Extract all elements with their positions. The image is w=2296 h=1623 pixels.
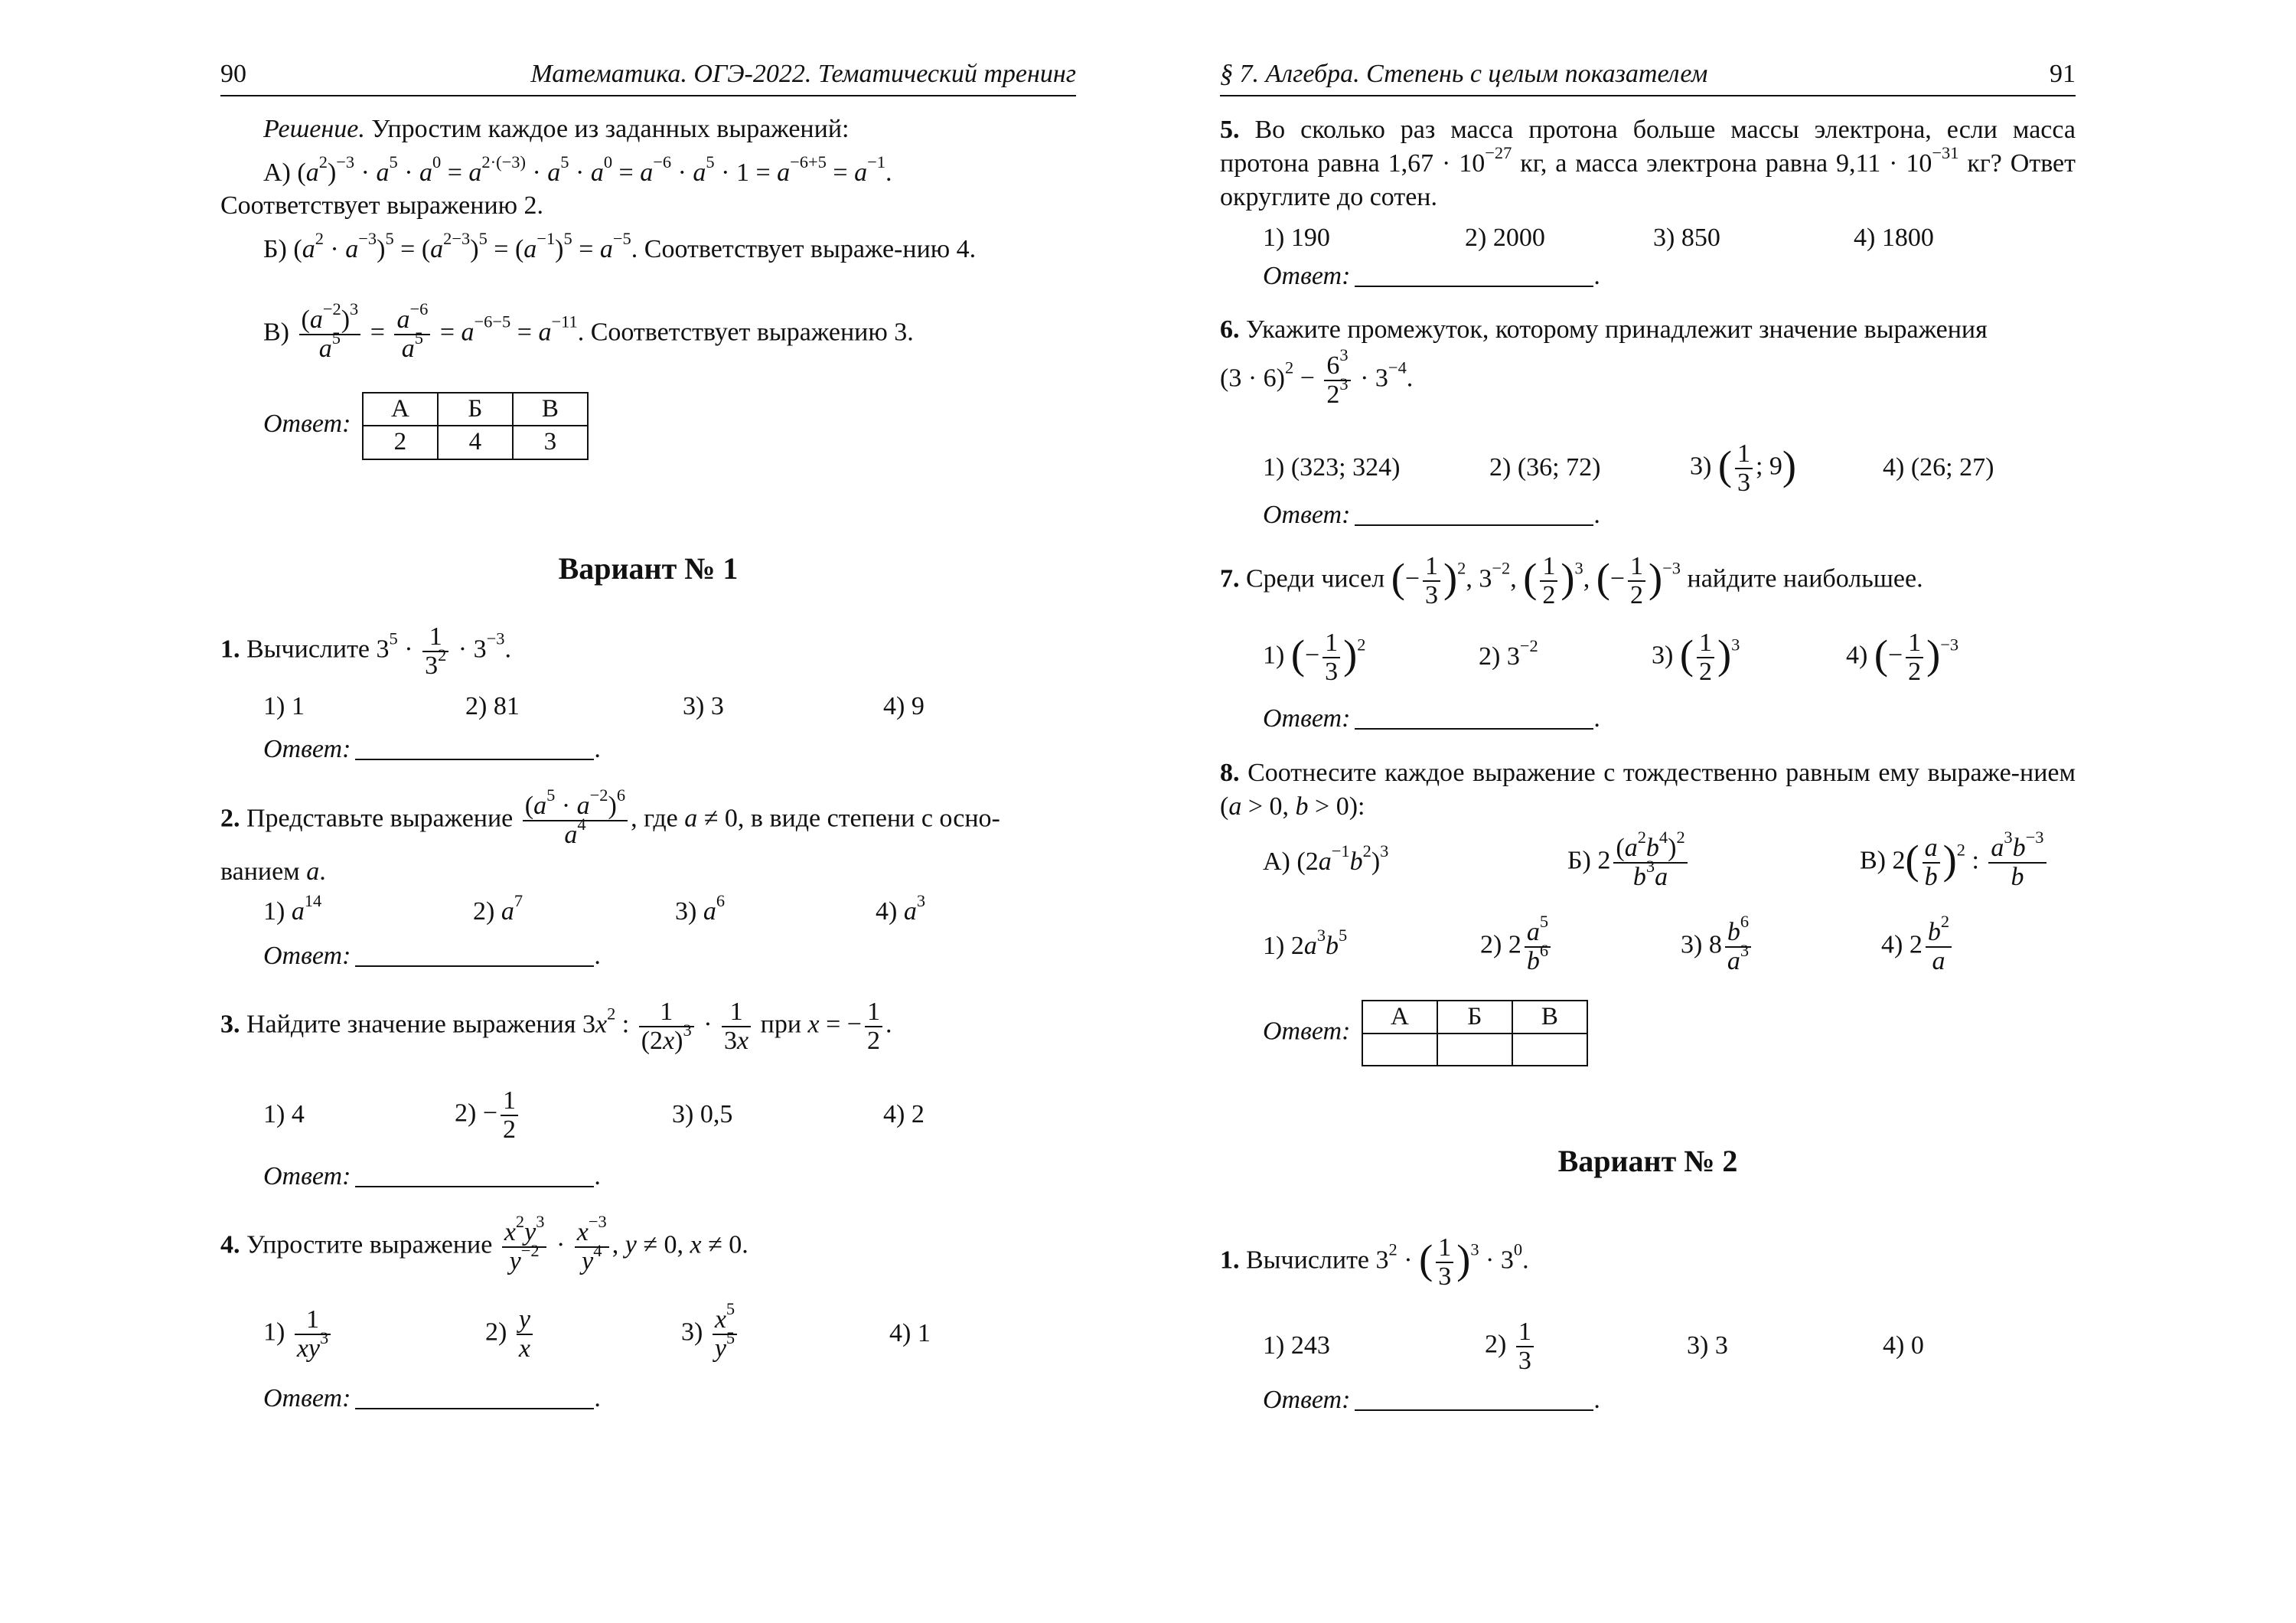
task-2-answer: Ответ: . — [263, 942, 601, 970]
page-header — [1220, 60, 2076, 96]
task-7-answer: Ответ: . — [1263, 704, 1600, 733]
task-7: 7. Среди чисел (− $\frac{1}{3}$ )$^2$, $3^{-2}$, ( $\frac{1}{2}$ )$^3$, (− $\frac{1}{2}$ )$^{-3}$ найдите наибольшее. — [1220, 552, 1923, 609]
task-5: 5. Во сколько раз масса протона больше массы электрона, если масса протона равна $1,67 \cdot 10^{-27}$ кг, а масса электрона равна $9,11 \cdot 10^{-31}$ кг? Ответ округлите до сотен. — [1220, 116, 2076, 211]
variant-2-title: Вариант № 2 — [1557, 1144, 1738, 1178]
left-page: 90 Математика. ОГЭ-2022. Тематический тренинг Решение. Упростим каждое из заданных выражений: А) $(a^2)^{-3} \cdot a^5 \cdot a^0 = a^{2\cdot(-3)} \cdot a^5 \cdot a^0 = a^{-6} \cdot a^5 \cdot 1 = a^{-6+5} = a^{-1}$. Соответствует выражению 2. Б) $(a^2 \cdot a^{-3})^5 = (a^{2-3})^5 = (a^{-1})^5 = a^{-5}$. Соответствует выраже-нию 4. В) $\frac{(a^{-2})^3}{a^5}$ = $\frac{a^{-6}}{a^5}$ = $a^{-6-5} = a^{-11}$. Соответствует выражению 3. Ответ: А Б В 2 4 3 Вариант № 1 1. Вычислите $3^5$ · $\frac{1}{3^2}$ · $3^{-3}$. 1) 1 2) 81 3) 3 4) 9 Ответ: . 2. Представьте выражение $\frac{(a^5 \cdot a^{-2})^6}{a^4}$ , где a ≠ 0, в виде степени с осно- ванием a. 1) $a^{14}$ 2) $a^7$ 3) $a^6$ 4) $a^3$ Ответ: . 3. Найдите значение выражения $3x^2$ : $\frac{1}{(2x)^3}$ · $\frac{1}{3x}$ при x = − $\frac{1}{2}$ . 1) 4 2) − $\frac{1}{2}$ 3) 0,5 4) 2 Ответ: . 4. Упростите выражение $\frac{x^2y^3}{y^{-2}}$ · $\frac{x^{-3}}{y^4}$ , y ≠ 0, x ≠ 0. 1) $\frac{1}{xy^3}$ 2) $\frac{y}{x}$ 3) $\frac{x^5}{y^5}$ 4) 1 Ответ: . — [220, 0, 1076, 1623]
answer-field[interactable] — [1355, 1386, 1593, 1411]
task-3-answer: Ответ: . — [263, 1162, 601, 1190]
v2-task-1-answer: Ответ: . — [1263, 1386, 1600, 1414]
solution-intro: Решение. Упростим каждое из заданных выражений: — [263, 115, 850, 143]
running-title: Математика. ОГЭ-2022. Тематический тренинг — [530, 59, 1076, 88]
page-number: 91 — [2050, 59, 2076, 88]
task-1-answer: Ответ: . — [263, 735, 601, 763]
page-header — [220, 60, 1076, 96]
task-1-options: 1) 1 2) 81 3) 3 4) 9 — [263, 692, 925, 720]
task-3-options: 1) 4 2) − $\frac{1}{2}$ 3) 0,5 4) 2 — [263, 1086, 925, 1144]
v2-task-1: 1. Вычислите $3^2$ · ( $\frac{1}{3}$ )$^3 \cdot 3^0$. — [1220, 1233, 1529, 1291]
answer-field[interactable] — [1355, 501, 1593, 526]
task-5-options: 1) 190 2) 2000 3) 850 4) 1800 — [1263, 224, 1934, 252]
answer-table[interactable]: А Б В — [1362, 1000, 1588, 1066]
solution-a: А) $(a^2)^{-3} \cdot a^5 \cdot a^0 = a^{2\cdot(-3)} \cdot a^5 \cdot a^0 = a^{-6} \cdot a^5 \cdot 1 = a^{-6+5} = a^{-1}$. Соответствует выражению 2. — [220, 152, 892, 220]
solution-v: В) $\frac{(a^{-2})^3}{a^5}$ = $\frac{a^{-6}}{a^5}$ = $a^{-6-5} = a^{-11}$. Соответствует выражению 3. — [263, 299, 914, 363]
task-7-options: 1) (− $\frac{1}{3}$ )$^2$ 2) $3^{-2}$ 3) ( $\frac{1}{2}$ )$^3$ 4) (− $\frac{1}{2}$ )$^{-3}$ — [1263, 629, 1959, 686]
answer-field[interactable] — [1355, 263, 1593, 287]
right-page: § 7. Алгебра. Степень с целым показателем 91 5. Во сколько раз масса протона больше массы электрона, если масса протона равна $1,67 \cdot 10^{-27}$ кг, а масса электрона равна $9,11 \cdot 10^{-31}$ кг? Ответ округлите до сотен. 1) 190 2) 2000 3) 850 4) 1800 Ответ: . 6. Укажите промежуток, которому принадлежит значение выражения $(3 \cdot 6)^2$ − $\frac{6^3}{2^3}$ · $3^{-4}$. 1) (323; 324) 2) (36; 72) 3) ( $\frac{1}{3}$ ; 9) 4) (26; 27) Ответ: . 7. Среди чисел (− $\frac{1}{3}$ )$^2$, $3^{-2}$, ( $\frac{1}{2}$ )$^3$, (− $\frac{1}{2}$ )$^{-3}$ найдите наибольшее. 1) (− $\frac{1}{3}$ )$^2$ 2) $3^{-2}$ 3) ( $\frac{1}{2}$ )$^3$ 4) (− $\frac{1}{2}$ )$^{-3}$ Ответ: . 8. Соотнесите каждое выражение с тождественно равным ему выраже-нием (a > 0, b > 0): А) $(2a^{-1}b^2)^3$ Б) 2 $\frac{(a^2b^4)^2}{b^3a}$ В) 2( $\frac{a}{b}$ )$^2$ : $\frac{a^3b^{-3}}{b}$ 1) $2a^3b^5$ 2) 2 $\frac{a^5}{b^6}$ 3) 8 $\frac{b^6}{a^3}$ 4) 2 $\frac{b^2}{a}$ Ответ: А Б В Вариант № 2 1. Вычислите $3^2$ · ( $\frac{1}{3}$ )$^3 \cdot 3^0$. 1) 243 2) $\frac{1}{3}$ 3) 3 4) 0 Ответ: . — [1220, 0, 2076, 1623]
task-3: 3. Найдите значение выражения $3x^2$ : $\frac{1}{(2x)^3}$ · $\frac{1}{3x}$ при x = − $\frac{1}{2}$ . — [220, 998, 892, 1055]
task-2: 2. Представьте выражение $\frac{(a^5 \cdot a^{-2})^6}{a^4}$ , где a ≠ 0, в виде степени с осно- — [220, 785, 1000, 849]
page-number: 90 — [220, 59, 246, 88]
task-8-answer: Ответ: А Б В — [1220, 1000, 2076, 1066]
task-8-expressions: А) $(2a^{-1}b^2)^3$ Б) 2 $\frac{(a^2b^4)^2}{b^3a}$ В) 2( $\frac{a}{b}$ )$^2$ : $\frac{a^3b^{-3}}{b}$ — [1220, 834, 2076, 890]
solution-b: Б) $(a^2 \cdot a^{-3})^5 = (a^{2-3})^5 = (a^{-1})^5 = a^{-5}$. Соответствует выраже-нию 4. — [263, 229, 977, 263]
answer-field[interactable] — [355, 1163, 594, 1187]
task-4-options: 1) $\frac{1}{xy^3}$ 2) $\frac{y}{x}$ 3) $\frac{x^5}{y^5}$ 4) 1 — [263, 1299, 931, 1363]
task-6: 6. Укажите промежуток, которому принадлежит значение выражения — [1220, 315, 1988, 344]
task-6-answer: Ответ: . — [1263, 501, 1600, 529]
answer-field[interactable] — [355, 1385, 594, 1409]
answer-table: А Б В 2 4 3 — [362, 392, 589, 460]
task-5-answer: Ответ: . — [1263, 262, 1600, 290]
answer-field[interactable] — [355, 942, 594, 967]
answer-field[interactable] — [1355, 705, 1593, 730]
solution-answer: Ответ: А Б В 2 4 3 — [220, 392, 1076, 460]
task-2-options: 1) $a^{14}$ 2) $a^7$ 3) $a^6$ 4) $a^3$ — [263, 891, 926, 926]
task-8-options: 1) $2a^3b^5$ 2) 2 $\frac{a^5}{b^6}$ 3) 8 $\frac{b^6}{a^3}$ 4) 2 $\frac{b^2}{a}$ — [1220, 919, 2076, 975]
task-4-answer: Ответ: . — [263, 1384, 601, 1412]
task-1: 1. Вычислите $3^5$ · $\frac{1}{3^2}$ · $3^{-3}$. — [220, 622, 511, 680]
running-title: § 7. Алгебра. Степень с целым показателем — [1220, 59, 1708, 88]
solution-label: Решение. — [263, 115, 365, 143]
task-8: 8. Соотнесите каждое выражение с тождественно равным ему выраже-нием (a > 0, b > 0): — [1220, 759, 2076, 821]
task-4: 4. Упростите выражение $\frac{x^2y^3}{y^{-2}}$ · $\frac{x^{-3}}{y^4}$ , y ≠ 0, x ≠ 0. — [220, 1212, 748, 1275]
answer-field[interactable] — [355, 736, 594, 760]
task-6-options: 1) (323; 324) 2) (36; 72) 3) ( $\frac{1}{3}$ ; 9) 4) (26; 27) — [1263, 439, 1994, 497]
v2-task-1-options: 1) 243 2) $\frac{1}{3}$ 3) 3 4) 0 — [1263, 1318, 1924, 1375]
variant-1-title: Вариант № 1 — [558, 551, 739, 586]
